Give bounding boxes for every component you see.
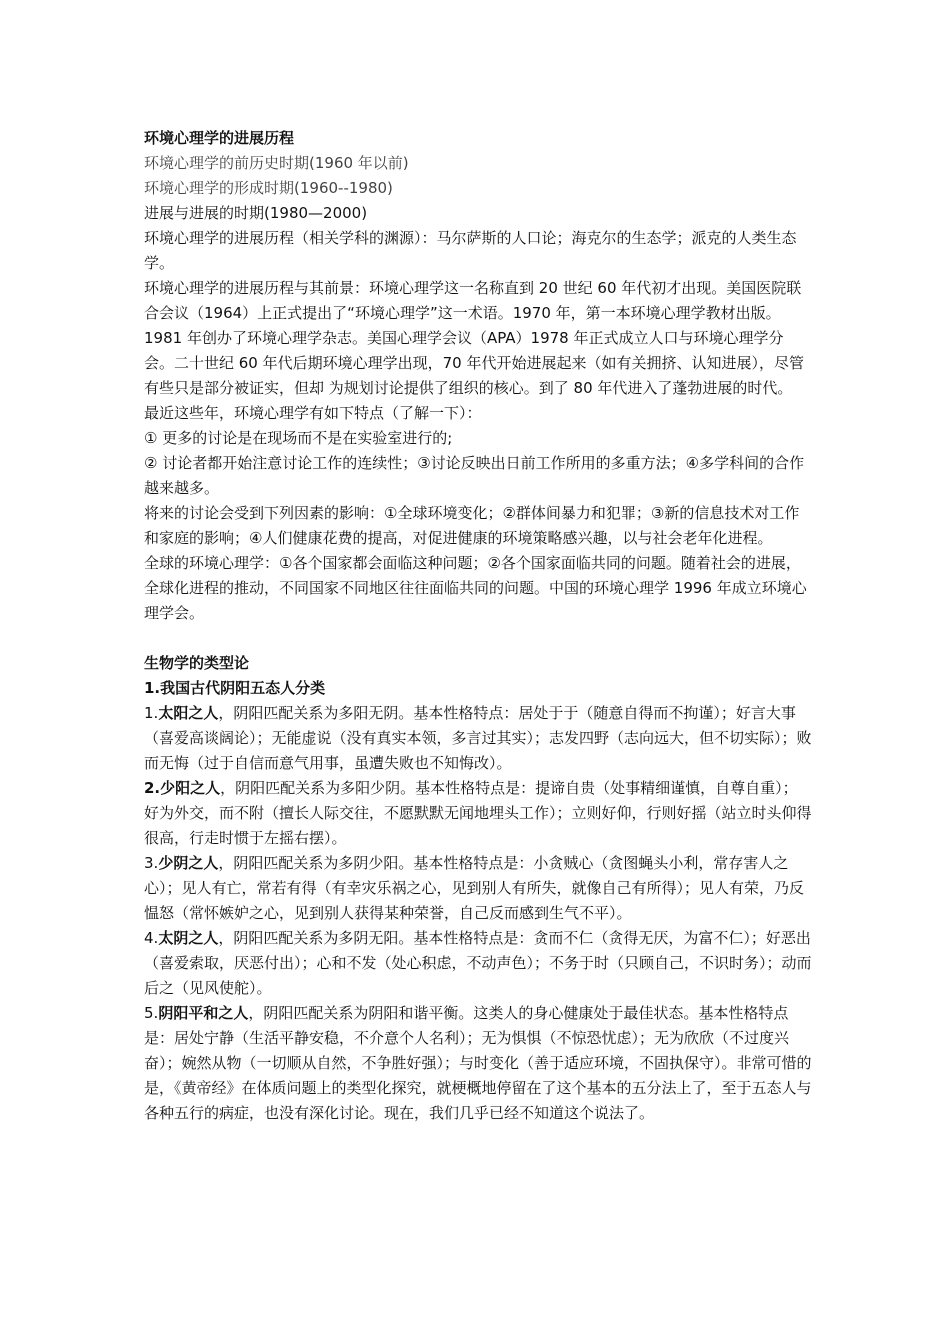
- type-item-name: 少阴之人: [158, 854, 219, 872]
- paragraph: 环境心理学的进展历程（相关学科的渊源）：马尔萨斯的人口论；海克尔的生态学；派克的人类生态学。: [144, 229, 797, 272]
- type-item-text: ，阴阳匹配关系为多阳无阴。基本性格特点：居处于于（随意自得而不拘谨）；好言大事（喜爱高谈阔论）；无能虚说（没有真实本领，多言过其实）；志发四野（志向远大，但不切实际）；败而无悔（过于自信而意气用事，虽遭失败也不知悔改）。: [144, 704, 812, 772]
- type-item-text: ，阴阳匹配关系为多阳少阴。基本性格特点是：提谛自贵（处事精细谨慎，自尊自重）；好为外交，而不附（擅长人际交往，不愿默默无闻地埋头工作）；立则好仰，行则好摇（站立时头仰得很高，行走时惯于左摇右摆）。: [144, 779, 812, 847]
- paragraph: ① 更多的讨论是在现场而不是在实验室进行的;: [144, 429, 453, 447]
- paragraph: 最近这些年，环境心理学有如下特点（了解一下）：: [144, 404, 482, 422]
- period-line: 进展与进展的时期(1980—2000): [144, 204, 368, 222]
- paragraph: 环境心理学的进展历程与其前景：环境心理学这一名称直到 20 世纪 60 年代初才出现。美国医院联合会议（1964）上正式提出了“环境心理学”这一术语。1970 年，第一本环境心理学教材出版。1981 年创办了环境心理学杂志。美国心理学会议（APA）1978 年正式成立人口与环境心理学分会。二十世纪 60 年代后期环境心理学出现，70 年代开始进展起来（如有关拥挤、认知进展），尽管有些只是部分被证实，但却 为规划讨论提供了组织的核心。到了 80 年代进入了蓬勃进展的时代。: [144, 279, 804, 397]
- section-subtitle: 1.我国古代阴阳五态人分类: [144, 679, 326, 697]
- document-page: [144, 126, 812, 1126]
- period-line: 环境心理学的前历史时期(1960 年以前): [144, 154, 409, 172]
- period-line: 环境心理学的形成时期(1960--1980): [144, 179, 393, 197]
- type-item: [144, 926, 812, 1001]
- type-item-number: 3.: [144, 854, 159, 872]
- type-item-number: 5.: [144, 1004, 159, 1022]
- section-spacer: [144, 626, 812, 651]
- type-item: [144, 701, 812, 776]
- type-item-number: 2.: [144, 779, 161, 797]
- type-item-name: 阴阳平和之人: [158, 1004, 249, 1022]
- type-item: [144, 851, 812, 926]
- paragraph: 将来的讨论会受到下列因素的影响：①全球环境变化；②群体间暴力和犯罪；③新的信息技术对工作和家庭的影响；④人们健康花费的提高，对促进健康的环境策略感兴趣，以与社会老年化进程。: [144, 504, 800, 547]
- type-item-number: 1.: [144, 704, 159, 722]
- type-item-text: ，阴阳匹配关系为多阴无阳。基本性格特点是：贪而不仁（贪得无厌，为富不仁）；好恶出（喜爱索取，厌恶付出）；心和不发（处心积虑，不动声色）；不务于时（只顾自己，不识时务）；动而后之（见风使舵）。: [144, 929, 812, 997]
- type-item: [144, 776, 812, 851]
- section-title: 生物学的类型论: [144, 654, 250, 672]
- type-item-text: ，阴阳匹配关系为多阴少阳。基本性格特点是：小贪贼心（贪图蝇头小利，常存害人之心）；见人有亡，常若有得（有幸灾乐祸之心，见到别人有所失，就像自己有所得）；见人有荣，乃反愠怒（常怀嫉妒之心，见到别人获得某种荣誉，自己反而感到生气不平）。: [144, 854, 805, 922]
- section-title: 环境心理学的进展历程: [144, 129, 295, 147]
- type-item-text: ，阴阳匹配关系为阴阳和谐平衡。这类人的身心健康处于最佳状态。基本性格特点是：居处宁静（生活平静安稳，不介意个人名利）；无为惧惧（不惊恐忧虑）；无为欣欣（不过度兴奋）；婉然从物（一切顺从自然，不争胜好强）；与时变化（善于适应环境，不固执保守）。非常可惜的是，《黄帝经》在体质问题上的类型化探究，就梗概地停留在了这个基本的五分法上了，至于五态人与各种五行的病症，也没有深化讨论。现在，我们几乎已经不知道这个说法了。: [144, 1004, 812, 1122]
- type-item-number: 4.: [144, 929, 159, 947]
- type-item-name: 少阳之人: [160, 779, 221, 797]
- type-item: [144, 1001, 812, 1126]
- paragraph: 全球的环境心理学：①各个国家都会面临这种问题；②各个国家面临共同的问题。随着社会的进展，全球化进程的推动，不同国家不同地区往往面临共同的问题。中国的环境心理学 1996 年成立环境心理学会。: [144, 554, 807, 622]
- paragraph: ② 讨论者都开始注意讨论工作的连续性；③讨论反映出日前工作所用的多重方法；④多学科间的合作越来越多。: [144, 454, 805, 497]
- type-item-name: 太阳之人: [158, 704, 219, 722]
- type-item-name: 太阴之人: [158, 929, 219, 947]
